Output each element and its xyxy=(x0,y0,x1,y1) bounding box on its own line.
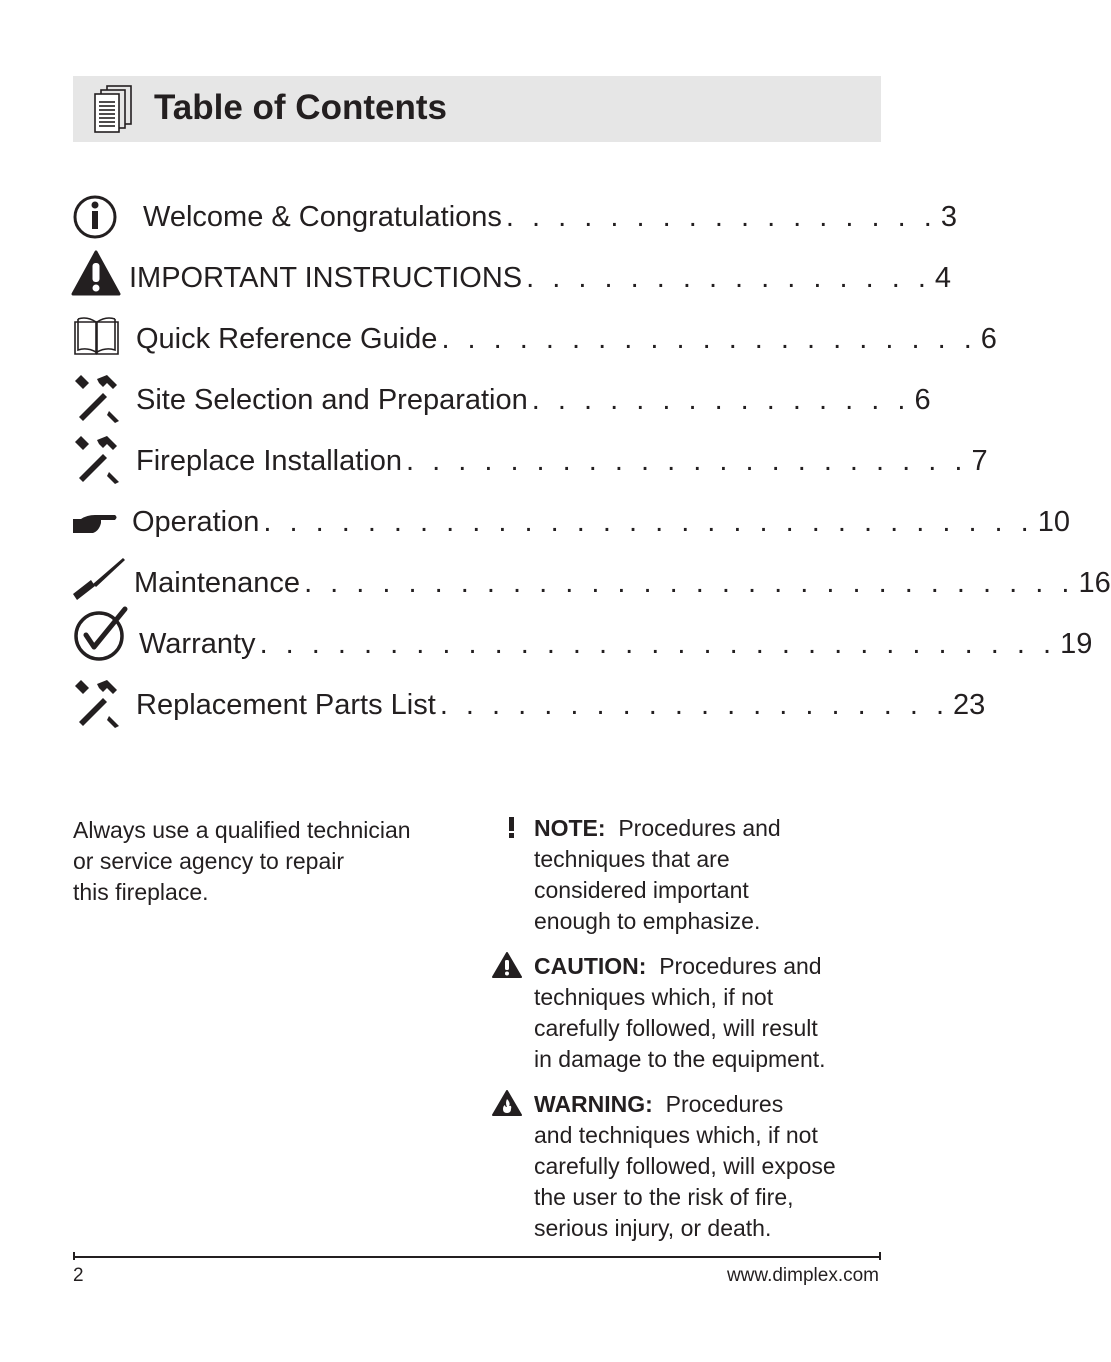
toc-label: Warranty xyxy=(139,628,256,660)
caution-triangle-icon xyxy=(490,951,524,981)
warning-icon xyxy=(73,249,123,303)
notice-line: the user to the risk of fire, xyxy=(534,1184,794,1210)
toc-entry-maintenance[interactable] xyxy=(73,554,1111,615)
toc-leader-dots: . . . . . . . . . . . . . . . . . . . . . xyxy=(441,323,977,355)
toc-entry-operation[interactable] xyxy=(73,493,1070,554)
toc-label: Site Selection and Preparation xyxy=(136,384,528,416)
tools-icon xyxy=(73,676,123,730)
notice-line: techniques which, if not xyxy=(534,984,774,1010)
toc-leader-dots: . . . . . . . . . . . . . . . . . . . . xyxy=(439,689,950,721)
toc-leader-dots: . . . . . . . . . . . . . . . xyxy=(531,384,911,416)
toc-leader-dots: . . . . . . . . . . . . . . . . . . . . . . . . . . . . . . xyxy=(304,567,1075,599)
toc-page-number: 7 xyxy=(971,445,988,477)
toc-page-number: 6 xyxy=(914,384,931,416)
technician-note xyxy=(73,815,473,908)
note-line: Always use a qualified technician xyxy=(73,817,411,843)
toc-page-number: 3 xyxy=(940,201,957,233)
toc-entry-quick-reference-guide[interactable] xyxy=(73,310,997,371)
screwdriver-icon xyxy=(73,554,123,608)
footer-divider-tick xyxy=(879,1252,881,1260)
info-icon xyxy=(73,188,123,242)
note-line: this fireplace. xyxy=(73,879,209,905)
warning-fire-icon xyxy=(490,1089,524,1119)
tools-icon xyxy=(73,371,123,425)
page-title: Table of Contents xyxy=(154,88,447,127)
note-line: or service agency to repair xyxy=(73,848,345,874)
toc-entry-site-selection[interactable] xyxy=(73,371,931,432)
toc-entry-warranty[interactable] xyxy=(73,615,1093,676)
notice-line: Procedures xyxy=(665,1091,784,1117)
pointing-hand-icon xyxy=(73,493,123,547)
note-notice xyxy=(490,813,880,937)
notice-line: serious injury, or death. xyxy=(534,1215,772,1241)
toc-leader-dots: . . . . . . . . . . . . . . . . . xyxy=(505,201,937,233)
header-band xyxy=(73,76,881,142)
notice-line: techniques that are xyxy=(534,846,730,872)
toc-label: Replacement Parts List xyxy=(136,689,436,721)
website-link[interactable]: www.dimplex.com xyxy=(726,1265,879,1286)
toc-entry-replacement-parts[interactable] xyxy=(73,676,986,737)
toc-entry-welcome[interactable] xyxy=(73,188,957,249)
toc-page-number: 19 xyxy=(1060,628,1093,660)
toc-entry-important-instructions[interactable] xyxy=(73,249,952,310)
notice-keyword: NOTE: xyxy=(534,815,606,841)
toc-page-number: 6 xyxy=(980,323,997,355)
open-book-icon xyxy=(73,310,123,364)
caution-notice xyxy=(490,951,880,1075)
notice-line: enough to emphasize. xyxy=(534,908,761,934)
toc-page-number: 16 xyxy=(1078,567,1111,599)
notice-keyword: CAUTION: xyxy=(534,953,647,979)
toc-leader-dots: . . . . . . . . . . . . . . . . . . . . . . xyxy=(405,445,968,477)
page-number: 2 xyxy=(73,1265,84,1286)
notice-line: Procedures and xyxy=(659,953,822,979)
notice-keyword: WARNING: xyxy=(534,1091,653,1117)
notice-line: in damage to the equipment. xyxy=(534,1046,826,1072)
footer-divider xyxy=(73,1256,881,1258)
toc-label: Fireplace Installation xyxy=(136,445,402,477)
toc-entry-fireplace-installation[interactable] xyxy=(73,432,988,493)
notice-line: and techniques which, if not xyxy=(534,1122,818,1148)
checkmark-circle-icon xyxy=(73,603,129,663)
toc-leader-dots: . . . . . . . . . . . . . . . . xyxy=(526,262,931,294)
toc-label: Operation xyxy=(132,506,260,538)
toc-label: Quick Reference Guide xyxy=(136,323,438,355)
toc-label: IMPORTANT INSTRUCTIONS xyxy=(129,262,523,294)
toc-page-number: 10 xyxy=(1037,506,1070,538)
tools-icon xyxy=(73,432,123,486)
toc-page-number: 23 xyxy=(953,689,986,721)
document-stack-icon xyxy=(91,84,135,136)
exclamation-icon xyxy=(490,813,524,843)
toc-page-number: 4 xyxy=(934,262,952,294)
notice-line: carefully followed, will expose xyxy=(534,1153,836,1179)
toc-label: Maintenance xyxy=(134,567,301,599)
footer-divider-tick xyxy=(73,1252,75,1260)
toc-leader-dots: . . . . . . . . . . . . . . . . . . . . . . . . . . . . . . . xyxy=(259,628,1057,660)
warning-notice xyxy=(490,1089,880,1245)
notice-line: considered important xyxy=(534,877,749,903)
notice-line: Procedures and xyxy=(618,815,781,841)
toc-leader-dots: . . . . . . . . . . . . . . . . . . . . . . . . . . . . . . xyxy=(263,506,1034,538)
notice-line: carefully followed, will result xyxy=(534,1015,818,1041)
toc-label: Welcome & Congratulations xyxy=(143,201,502,233)
